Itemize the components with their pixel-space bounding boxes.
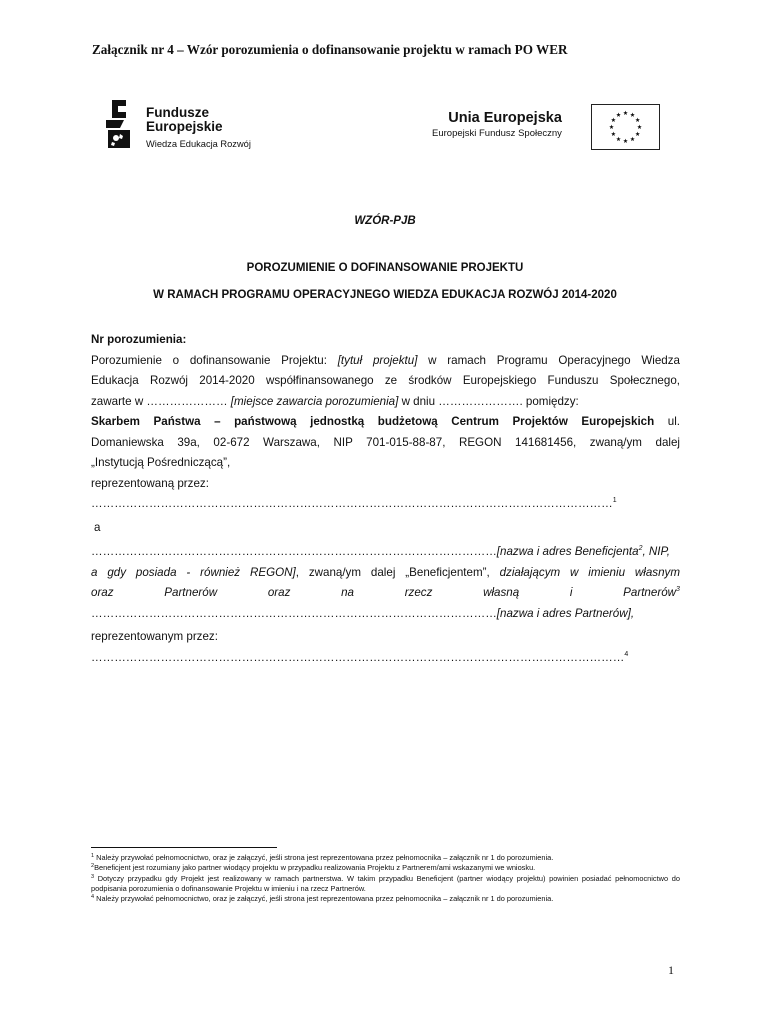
footnote-4: $^4$ Należy przywołać pełnomocnictwo, oraz je załączyć, jeśli strona jest reprezentowana przez pełnomocnika – załącznik nr 1 do porozumienia.: [91, 894, 554, 904]
document-template-label: WZÓR-PJB: [354, 215, 416, 227]
partners-line: ……………………………………………………………………………………………[nazwa i adres Partnerów],: [91, 606, 635, 620]
agreement-number-label: Nr porozumienia:: [91, 333, 187, 346]
paragraph-1-line-2: Edukacja Rozwój 2014-2020 współfinansowanego ze środków Europejskiego Funduszu Społecznego,: [91, 374, 680, 387]
unia-europejska-logo-text: [432, 110, 562, 140]
paragraph-1-line-1: Porozumienie o dofinansowanie Projektu: [tytuł projektu] w ramach Programu Operacyjnego Wiedza: [91, 353, 680, 367]
footnote-separator: [91, 847, 277, 848]
document-title-line2: W RAMACH PROGRAMU OPERACYJNEGO WIEDZA EDUKACJA ROZWÓJ 2014-2020: [153, 289, 617, 301]
paragraph-2-line-2: Domaniewska 39a, 02-672 Warszawa, NIP 701-015-88-87, REGON 141681456, zwaną/ym dalej: [91, 435, 680, 449]
eu-flag: [591, 104, 660, 150]
represented-by-label-2: reprezentowanym przez:: [91, 630, 218, 643]
footnote-1: $^1$ Należy przywołać pełnomocnictwo, oraz je załączyć, jeśli strona jest reprezentowana przez pełnomocnika – załącznik nr 1 do porozumienia.: [91, 853, 554, 862]
fe-logo-line1: Fundusze: [146, 105, 209, 120]
paragraph-2-line-3: „Instytucją Pośredniczącą”,: [91, 456, 231, 469]
beneficiary-line-3: oraz Partnerów oraz na rzecz własną i Partnerów$^3$: [91, 586, 680, 599]
fundusze-europejskie-emblem-icon: [104, 98, 140, 152]
fundusze-europejskie-logo: [104, 98, 284, 156]
beneficiary-line-1: ……………………………………………………………………………………………[nazwa i adres Beneficjenta$^2$, NIP,: [91, 545, 670, 558]
footnotes: [91, 853, 680, 904]
beneficiary-line-2: a gdy posiada - również REGON], zwaną/ym dalej „Beneficjentem”, działającym w imieniu własnym: [91, 565, 680, 579]
signatory-line-1: ………………………………………………………………………………………………………………………$^1$: [91, 497, 617, 510]
page-number: 1: [668, 963, 674, 977]
document-header-title: Załącznik nr 4 – Wzór porozumienia o dofinansowanie projektu w ramach PO WER: [92, 42, 568, 57]
represented-by-label-1: reprezentowaną przez:: [91, 476, 209, 490]
ue-title: Unia Europejska: [448, 110, 562, 126]
fe-logo-line3: Wiedza Edukacja Rozwój: [146, 139, 251, 149]
document-title-line1: POROZUMIENIE O DOFINANSOWANIE PROJEKTU: [246, 262, 524, 274]
paragraph-2-line-1: Skarbem Państwa – państwową jednostką budżetową Centrum Projektów Europejskich ul.: [91, 415, 680, 428]
paragraph-1-line-3: zawarte w ………………… [miejsce zawarcia porozumienia] w dniu …………………. pomiędzy:: [91, 394, 579, 408]
footnote-3: $^3$ Dotyczy przypadku gdy Projekt jest realizowany w ramach partnerstwa. W takim przypadku Beneficjent (partner wiodący projektu) powinien posiadać pełnomocnictwo do podpisania porozumienia o dofinansowanie Projektu w imieniu i na rzecz Partnerów.: [91, 873, 680, 893]
signatory-line-2: …………………………………………………………………………………………………………………………$^4$: [91, 650, 629, 664]
ue-subtitle: Europejski Fundusz Społeczny: [432, 128, 562, 139]
agreement-body: [91, 330, 680, 668]
conjunction-a: a: [94, 520, 101, 534]
footnote-2: $^2$Beneficjent jest rozumiany jako partner wiodący projektu w przypadku realizowania Projektu z Partnerem/ami wskazanymi we wniosku.: [91, 863, 536, 873]
eu-stars-icon: [592, 105, 659, 149]
fe-logo-line2: Europejskie: [146, 119, 223, 134]
